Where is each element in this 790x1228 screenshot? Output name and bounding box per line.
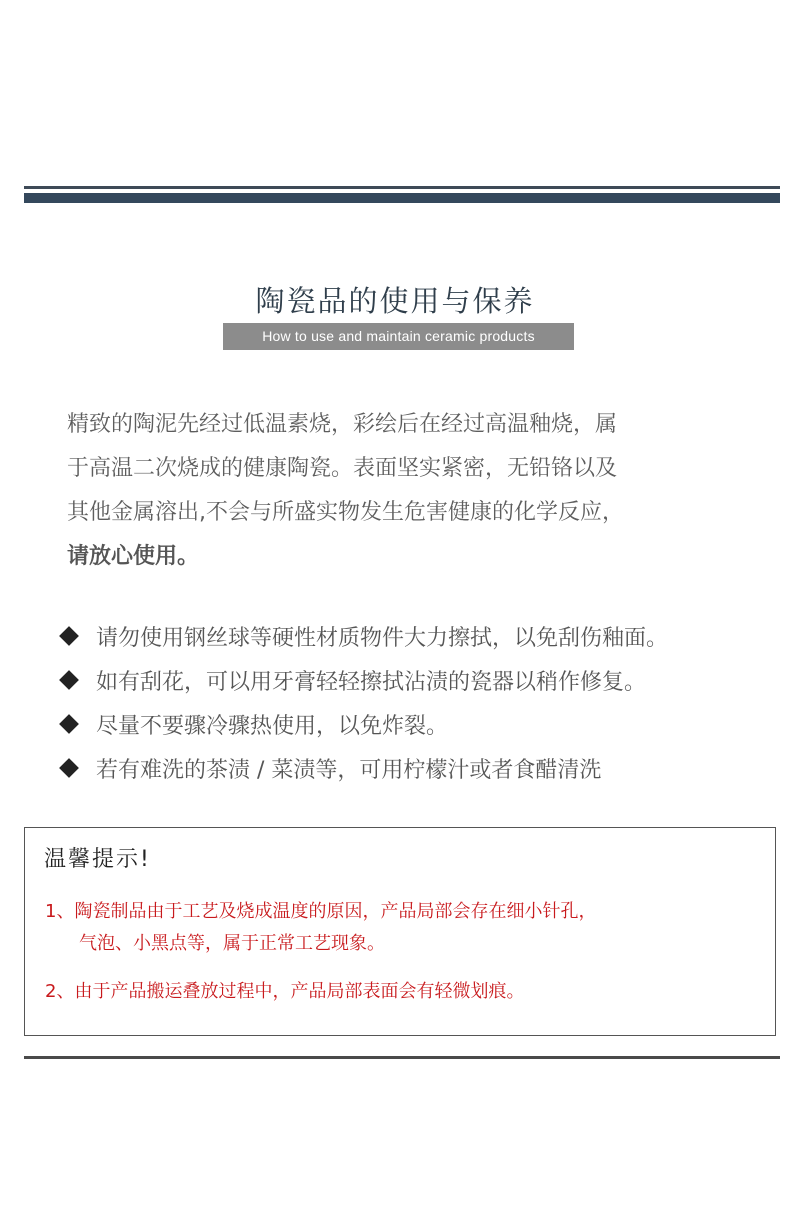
notice-title: 温馨提示! — [44, 847, 151, 872]
tip-text: 尽量不要骤冷骤热使用，以免炸裂。 — [96, 713, 449, 739]
header-divider-thin — [24, 186, 780, 189]
tip-text: 如有刮花，可以用牙膏轻轻擦拭沾渍的瓷器以稍作修复。 — [96, 669, 647, 695]
notice-item: 2、由于产品搬运叠放过程中，产品局部表面会有轻微划痕。 — [45, 981, 525, 1002]
footer-divider — [24, 1056, 780, 1059]
list-item — [58, 702, 778, 746]
diamond-bullet-icon — [59, 670, 79, 690]
notice-item-line: 气泡、小黑点等，属于正常工艺现象。 — [79, 933, 385, 954]
tip-text: 若有难洗的茶渍 / 菜渍等，可用柠檬汁或者食醋清洗 — [96, 757, 602, 783]
page-subtitle: How to use and maintain ceramic products — [223, 323, 574, 350]
intro-emphasis: 请放心使用 — [67, 544, 178, 569]
list-item — [58, 746, 778, 790]
page-title: 陶瓷品的使用与保养 — [255, 284, 535, 318]
tip-text: 请勿使用钢丝球等硬性材质物件大力擦拭，以免刮伤釉面。 — [96, 625, 669, 651]
list-item — [58, 614, 778, 658]
diamond-bullet-icon — [59, 714, 79, 734]
diamond-bullet-icon — [59, 758, 79, 778]
notice-box — [24, 827, 776, 1036]
intro-line: 其他金属溶出,不会与所盛实物发生危害健康的化学反应， — [67, 500, 624, 525]
notice-item — [45, 896, 596, 960]
notice-item-line: 1、陶瓷制品由于工艺及烧成温度的原因，产品局部会存在细小针孔， — [45, 901, 597, 922]
diamond-bullet-icon — [59, 626, 79, 646]
intro-paragraph — [67, 403, 747, 579]
intro-line — [67, 535, 747, 579]
intro-period: 。 — [177, 544, 200, 569]
intro-line: 精致的陶泥先经过低温素烧，彩绘后在经过高温釉烧，属 — [67, 412, 618, 437]
list-item — [58, 658, 778, 702]
header-divider-thick — [24, 193, 780, 203]
care-tips-list — [58, 614, 778, 790]
intro-line: 于高温二次烧成的健康陶瓷。表面坚实紧密，无铅铬以及 — [67, 456, 618, 481]
